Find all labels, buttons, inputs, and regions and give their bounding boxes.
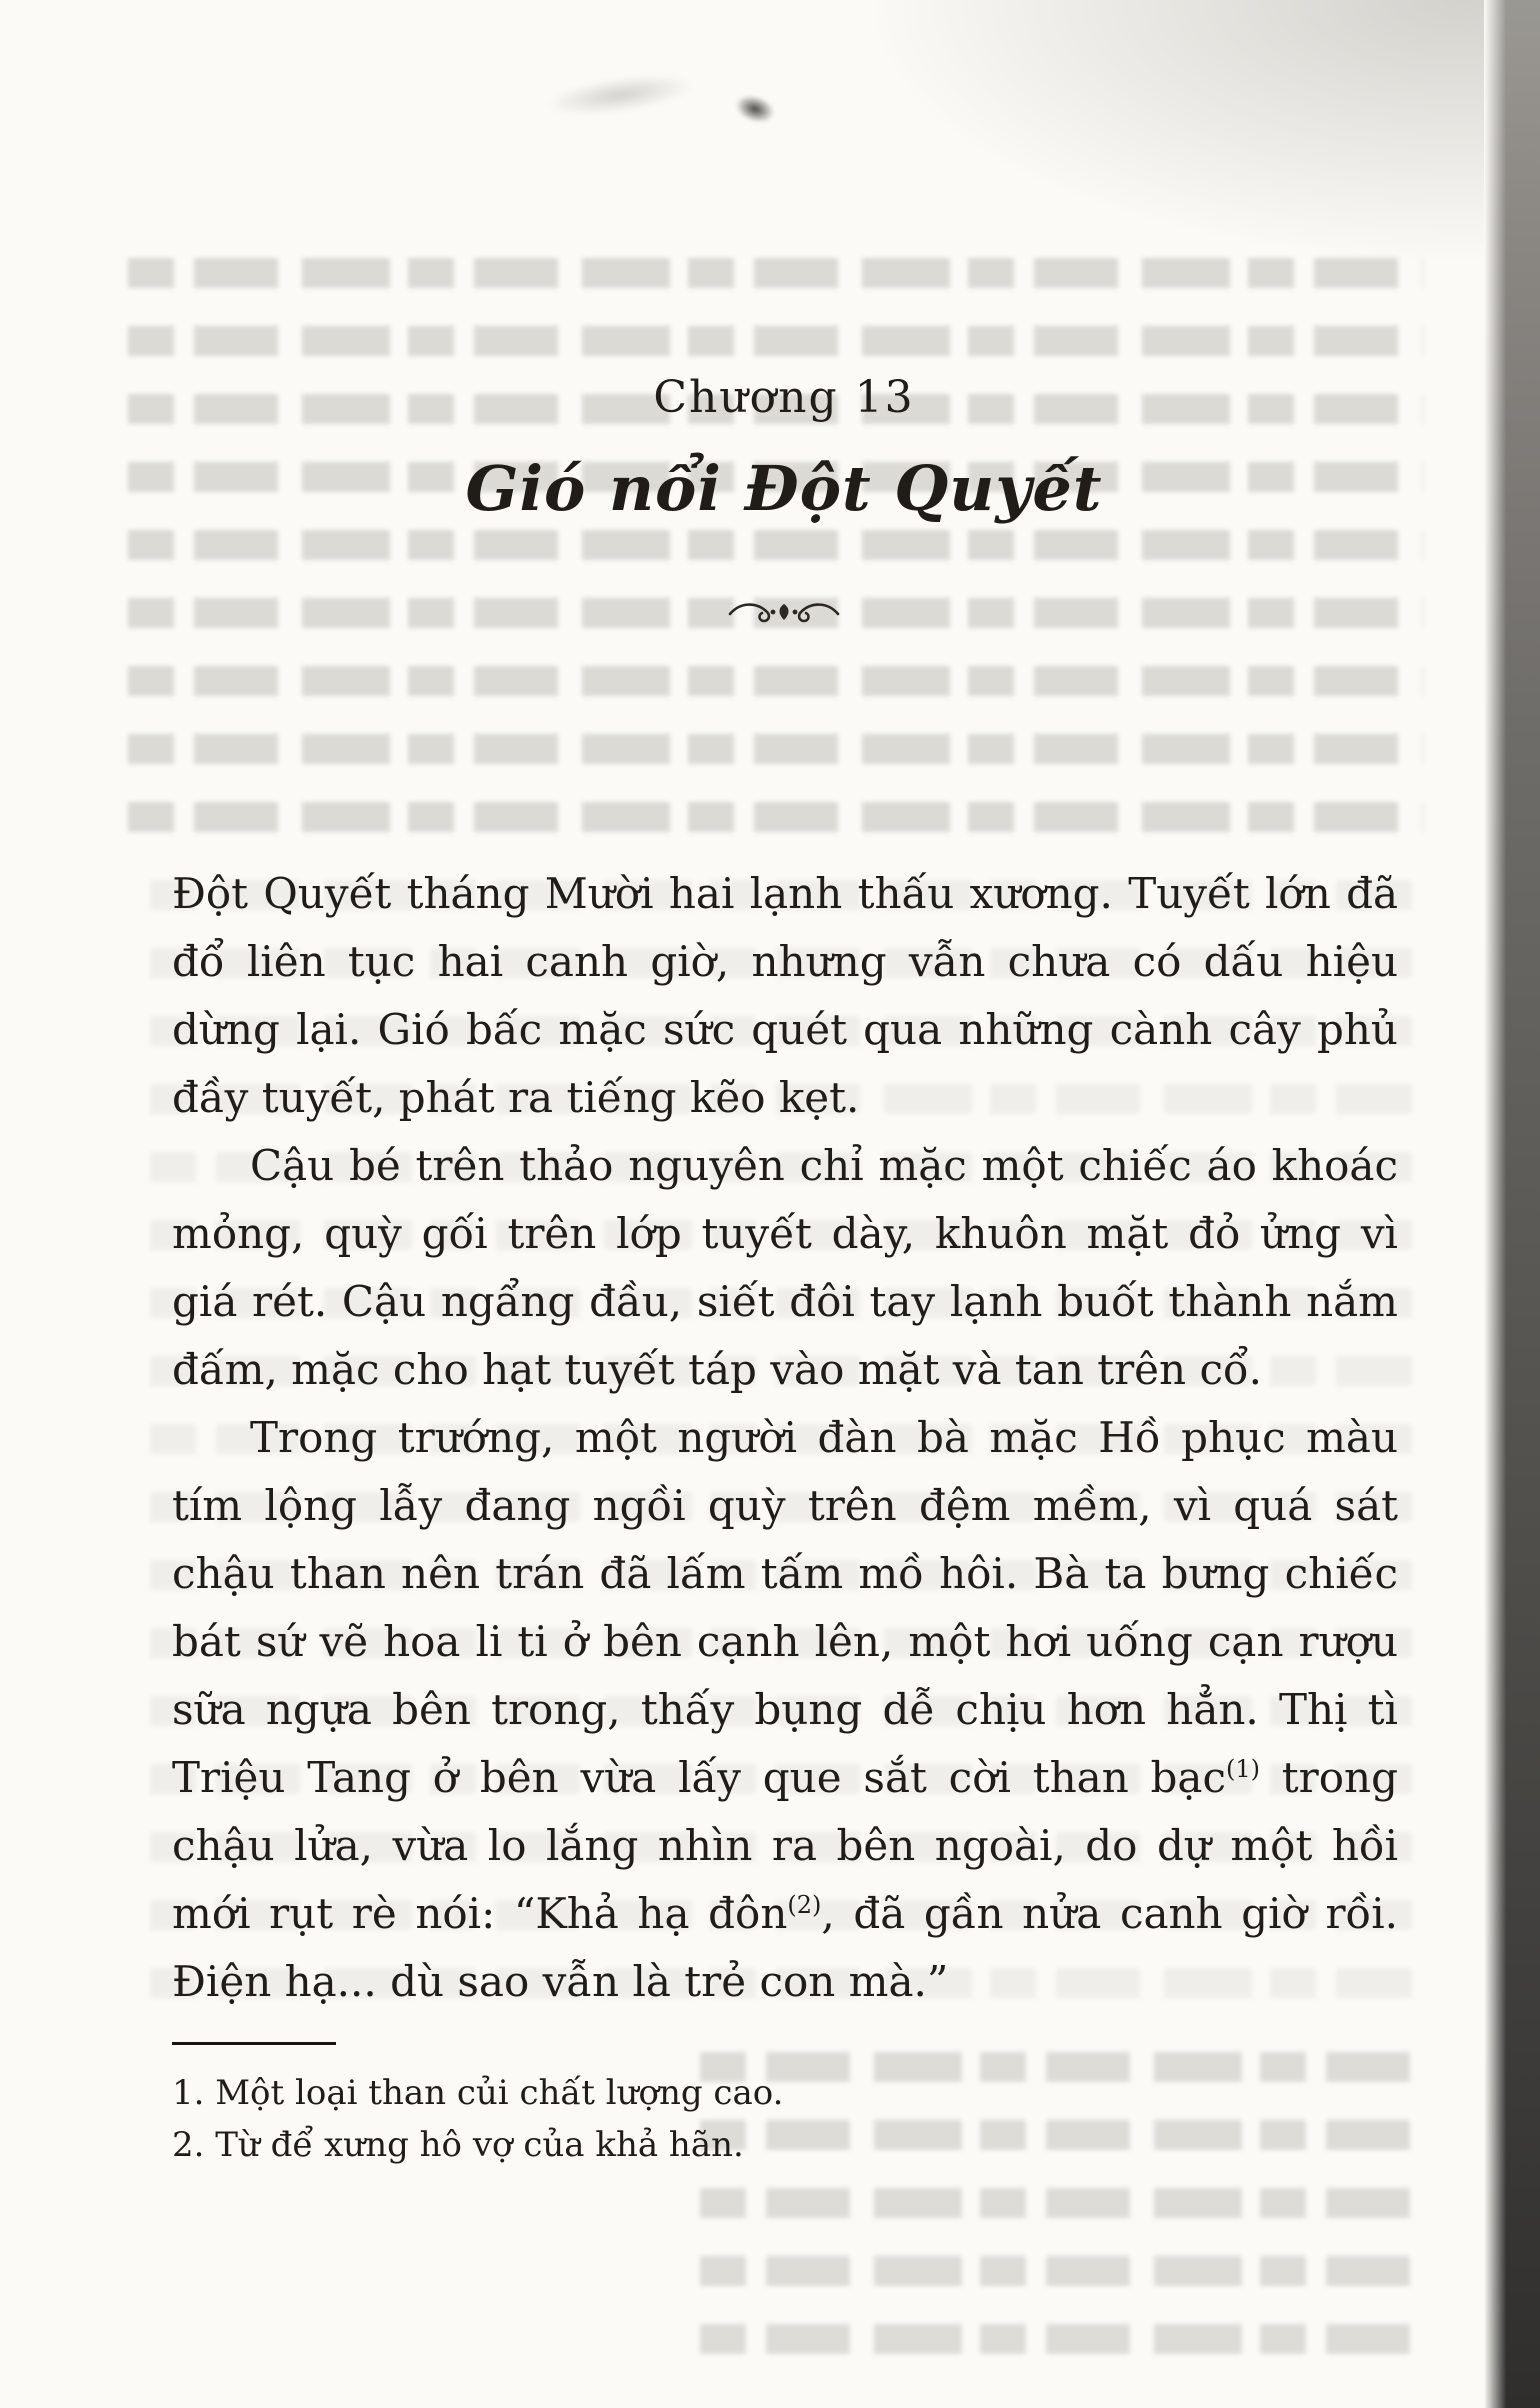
paragraph — [172, 1404, 1398, 2016]
paragraph-text: Trong trướng, một người đàn bà mặc Hồ phục màu tím lộng lẫy đang ngồi quỳ trên đệm mềm, vì quá sát chậu than nên trán đã lấm tấm mồ hôi. Bà ta bưng chiếc bát sứ vẽ hoa li ti ở bên cạnh lên, một hơi uống cạn rượu sữa ngựa bên trong, thấy bụng dễ chịu hơn hẳn. Thị tì Triệu Tang ở bên vừa lấy que sắt cời than bạc — [172, 1413, 1398, 1802]
scan-shadow-top-right — [780, 0, 1500, 300]
chapter-title: Gió nổi Đột Quyết — [465, 452, 1103, 525]
bleed-through-text-top — [128, 258, 1423, 858]
paragraph-text: trong chậu lửa, vừa lo lắng nhìn ra bên ngoài, do dự một hồi mới rụt rè nói: “Khả hạ đôn — [172, 1753, 1398, 1938]
chapter-number: Chương 13 — [653, 372, 915, 423]
footnote: 1. Một loại than củi chất lượng cao. — [172, 2073, 784, 2113]
footnotes — [172, 2042, 1398, 2171]
footnote-reference-1: (1) — [1226, 1755, 1260, 1783]
calligraphic-flourish-icon — [724, 615, 844, 634]
paragraph: Cậu bé trên thảo nguyên chỉ mặc một chiếc áo khoác mỏng, quỳ gối trên lớp tuyết dày, khuôn mặt đỏ ửng vì giá rét. Cậu ngẩng đầu, siết đôi tay lạnh buốt thành nắm đấm, mặc cho hạt tuyết táp vào mặt và tan trên cổ. — [172, 1141, 1398, 1394]
section-ornament-row — [172, 594, 1396, 634]
paragraph: Đột Quyết tháng Mười hai lạnh thấu xương. Tuyết lớn đã đổ liên tục hai canh giờ, nhưng vẫn chưa có dấu hiệu dừng lại. Gió bấc mặc sức quét qua những cành cây phủ đầy tuyết, phát ra tiếng kẽo kẹt. — [172, 869, 1398, 1122]
scan-smudge — [732, 90, 778, 127]
paragraph-text: , đã gần nửa canh giờ rồi. Điện hạ... dù sao vẫn là trẻ con mà.” — [172, 1889, 1399, 2006]
footnote: 2. Từ để xưng hô vợ của khả hãn. — [172, 2125, 744, 2165]
scan-smudge — [543, 68, 696, 123]
page-edge-shadow — [1484, 0, 1540, 2408]
footnote-reference-2: (2) — [787, 1891, 822, 1919]
body-text — [172, 860, 1398, 2016]
footnote-divider — [172, 2042, 336, 2045]
